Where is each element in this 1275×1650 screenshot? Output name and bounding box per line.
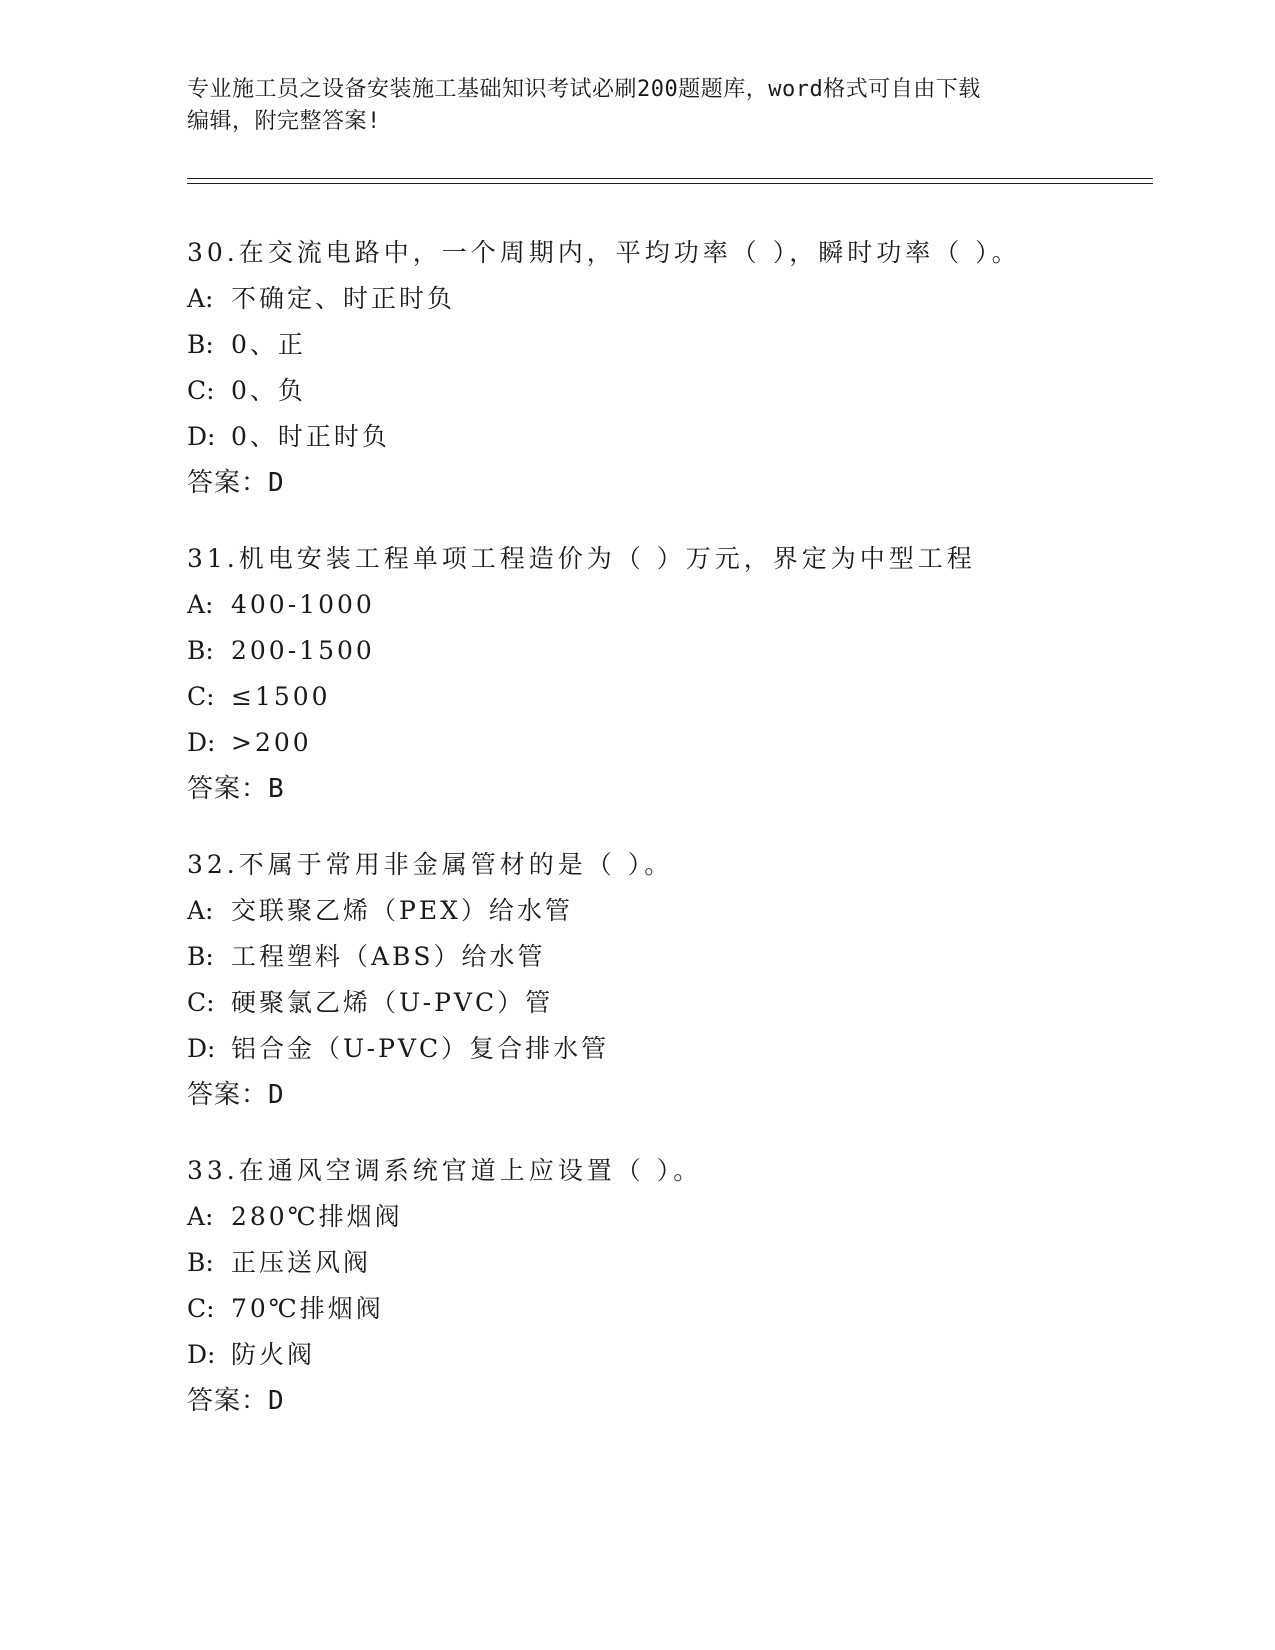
option-a bbox=[187, 582, 1147, 628]
option-label: A: bbox=[187, 1202, 214, 1231]
option-b bbox=[187, 322, 1147, 368]
answer-line bbox=[187, 1378, 1147, 1424]
option-text: 工程塑料（ABS）给水管 bbox=[231, 942, 546, 971]
question-stem: 33.在通风空调系统官道上应设置（ ）。 bbox=[187, 1156, 703, 1185]
answer-label: 答案： bbox=[187, 1386, 269, 1416]
option-b bbox=[187, 628, 1147, 674]
question-33 bbox=[187, 1148, 1147, 1424]
option-label: B: bbox=[187, 636, 214, 665]
answer-label: 答案： bbox=[187, 468, 269, 498]
option-label: A: bbox=[187, 284, 214, 313]
option-c bbox=[187, 368, 1147, 414]
option-label: C: bbox=[187, 376, 215, 405]
option-b bbox=[187, 934, 1147, 980]
answer-value: D bbox=[268, 1386, 284, 1416]
option-d bbox=[187, 1026, 1147, 1072]
document-header bbox=[187, 74, 1067, 138]
header-divider-top bbox=[187, 178, 1153, 179]
answer-value: D bbox=[268, 1080, 284, 1110]
option-label: C: bbox=[187, 988, 215, 1017]
option-b bbox=[187, 1240, 1147, 1286]
option-a bbox=[187, 888, 1147, 934]
answer-value: D bbox=[268, 468, 284, 498]
option-text: 280℃排烟阀 bbox=[231, 1202, 403, 1231]
option-text: ≤1500 bbox=[231, 682, 331, 711]
answer-line bbox=[187, 1072, 1147, 1118]
option-label: A: bbox=[187, 590, 214, 619]
header-divider-bottom bbox=[187, 183, 1153, 184]
option-label: D: bbox=[187, 1340, 216, 1369]
option-d bbox=[187, 414, 1147, 460]
option-a bbox=[187, 1194, 1147, 1240]
option-d bbox=[187, 1332, 1147, 1378]
option-text: 0、正 bbox=[231, 330, 306, 359]
option-label: B: bbox=[187, 330, 214, 359]
option-text: 防火阀 bbox=[231, 1340, 316, 1369]
question-stem: 32.不属于常用非金属管材的是（ ）。 bbox=[187, 850, 674, 879]
option-label: B: bbox=[187, 942, 214, 971]
header-title-line-1: 专业施工员之设备安装施工基础知识考试必刷200题题库，word格式可自由下载 bbox=[187, 77, 981, 102]
option-c bbox=[187, 980, 1147, 1026]
option-text: 硬聚氯乙烯（U-PVC）管 bbox=[231, 988, 554, 1017]
option-a bbox=[187, 276, 1147, 322]
option-label: A: bbox=[187, 896, 214, 925]
option-text: 200-1500 bbox=[231, 636, 375, 665]
question-31 bbox=[187, 536, 1147, 812]
answer-value: B bbox=[268, 774, 284, 804]
option-label: D: bbox=[187, 422, 216, 451]
header-title-line-2: 编辑，附完整答案! bbox=[187, 109, 381, 134]
option-c bbox=[187, 1286, 1147, 1332]
option-text: 正压送风阀 bbox=[231, 1248, 372, 1277]
question-stem: 31.机电安装工程单项工程造价为（ ）万元，界定为中型工程 bbox=[187, 544, 976, 573]
question-30 bbox=[187, 230, 1147, 506]
option-text: 不确定、时正时负 bbox=[231, 284, 456, 313]
option-c bbox=[187, 674, 1147, 720]
option-label: B: bbox=[187, 1248, 214, 1277]
option-text: 交联聚乙烯（PEX）给水管 bbox=[231, 896, 573, 925]
answer-label: 答案： bbox=[187, 774, 269, 804]
option-text: 0、负 bbox=[231, 376, 306, 405]
question-32 bbox=[187, 842, 1147, 1118]
option-text: >200 bbox=[231, 728, 312, 757]
answer-line bbox=[187, 766, 1147, 812]
option-label: D: bbox=[187, 728, 216, 757]
option-label: C: bbox=[187, 1294, 215, 1323]
option-text: 0、时正时负 bbox=[231, 422, 390, 451]
option-label: C: bbox=[187, 682, 215, 711]
option-d bbox=[187, 720, 1147, 766]
option-text: 铝合金（U-PVC）复合排水管 bbox=[231, 1034, 610, 1063]
answer-line bbox=[187, 460, 1147, 506]
answer-label: 答案： bbox=[187, 1080, 269, 1110]
option-label: D: bbox=[187, 1034, 216, 1063]
option-text: 400-1000 bbox=[231, 590, 375, 619]
question-stem: 30.在交流电路中，一个周期内，平均功率（ ），瞬时功率（ ）。 bbox=[187, 238, 1021, 267]
option-text: 70℃排烟阀 bbox=[231, 1294, 384, 1323]
